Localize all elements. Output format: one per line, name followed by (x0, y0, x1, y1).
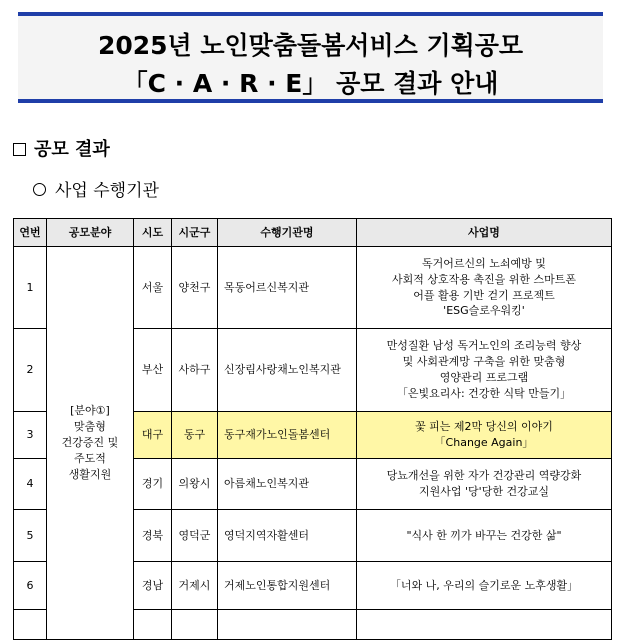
cell-no: 2 (14, 329, 47, 412)
title-line-1: 2025년 노인맞춤돌봄서비스 기획공모 (97, 31, 524, 60)
cell-no: 1 (14, 247, 47, 329)
cell-org: 신장림사랑채노인복지관 (218, 329, 357, 412)
cell-no: 6 (14, 562, 47, 610)
subsection-title: 사업 수행기관 (55, 181, 159, 201)
cell-empty (134, 610, 172, 640)
cell-org: 영덕지역자활센터 (218, 510, 357, 562)
cell-sigungu: 양천구 (172, 247, 218, 329)
table-row (14, 247, 612, 329)
cell-sigungu: 동구 (172, 412, 218, 459)
cell-sido: 부산 (134, 329, 172, 412)
cell-no: 4 (14, 459, 47, 510)
cell-sido: 서울 (134, 247, 172, 329)
cell-sigungu: 영덕군 (172, 510, 218, 562)
cell-empty (172, 610, 218, 640)
title-banner (18, 12, 603, 103)
circle-bullet-icon (33, 183, 46, 196)
cell-org: 목동어르신복지관 (218, 247, 357, 329)
cell-empty (14, 610, 47, 640)
cell-project: 만성질환 남성 독거노인의 조리능력 향상 및 사회관계망 구축을 위한 맞춤형 영양관리 프로그램 「은빛요리사: 건강한 식탁 만들기」 (357, 329, 612, 412)
header-no: 연번 (14, 219, 47, 247)
cell-org: 거제노인통합지원센터 (218, 562, 357, 610)
cell-no: 5 (14, 510, 47, 562)
section-heading (13, 135, 110, 161)
header-name: 사업명 (357, 219, 612, 247)
header-sido: 시도 (134, 219, 172, 247)
header-sigungu: 시군구 (172, 219, 218, 247)
subsection-heading (33, 176, 159, 201)
header-org: 수행기관명 (218, 219, 357, 247)
cell-project: 꽃 피는 제2막 당신의 이야기 「Change Again」 (357, 412, 612, 459)
results-table (13, 218, 612, 640)
cell-field: [분야①] 맞춤형 건강증진 및 주도적 생활지원 (47, 247, 134, 640)
square-bullet-icon (13, 143, 26, 156)
title-line-2: 「C · A · R · E」 공모 결과 안내 (122, 69, 499, 98)
cell-org: 동구재가노인돌봄센터 (218, 412, 357, 459)
cell-project: 당뇨개선을 위한 자가 건강관리 역량강화 지원사업 '당'당한 건강교실 (357, 459, 612, 510)
cell-sido: 경북 (134, 510, 172, 562)
cell-empty (218, 610, 357, 640)
cell-project: "식사 한 끼가 바꾸는 건강한 삶" (357, 510, 612, 562)
header-field: 공모분야 (47, 219, 134, 247)
cell-sido: 경기 (134, 459, 172, 510)
cell-sido: 대구 (134, 412, 172, 459)
cell-org: 아름채노인복지관 (218, 459, 357, 510)
cell-sigungu: 거제시 (172, 562, 218, 610)
cell-sigungu: 사하구 (172, 329, 218, 412)
table-header-row (14, 219, 612, 247)
cell-empty (357, 610, 612, 640)
section-title: 공모 결과 (34, 139, 110, 160)
cell-no: 3 (14, 412, 47, 459)
cell-sido: 경남 (134, 562, 172, 610)
cell-sigungu: 의왕시 (172, 459, 218, 510)
cell-project: 독거어르신의 노쇠예방 및 사회적 상호작용 촉진을 위한 스마트폰 어플 활용 기반 걷기 프로젝트 'ESG슬로우워킹' (357, 247, 612, 329)
cell-project: 「너와 나, 우리의 슬기로운 노후생활」 (357, 562, 612, 610)
